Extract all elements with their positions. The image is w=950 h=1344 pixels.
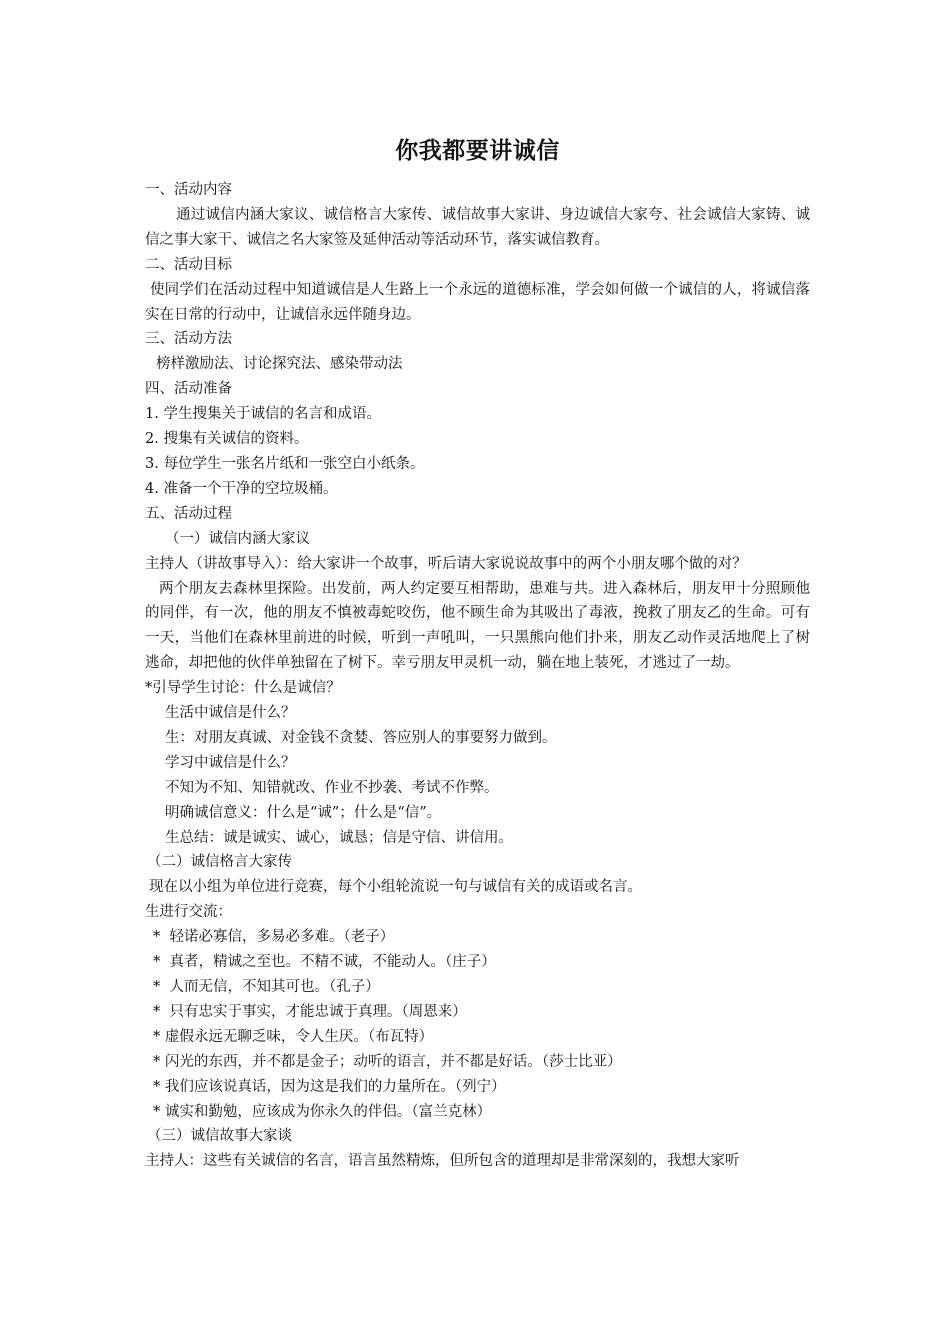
discussion-line: 学习中诚信是什么？: [165, 754, 296, 771]
discussion-line: 生：对朋友真诚、对金钱不贪婪、答应别人的事要努力做到。: [165, 729, 557, 746]
section-heading-goal: 二、活动目标: [145, 256, 232, 273]
section-body-goal: 使同学们在活动过程中知道诚信是人生路上一个永远的道德标准，学会如何做一个诚信的人，将诚信落实在日常的行动中，让诚信永远伴随身边。: [145, 281, 810, 323]
section-heading-process: 五、活动过程: [145, 505, 232, 522]
quote-item: * 只有忠实于事实，才能忠诚于真理。（周恩来）: [153, 1003, 467, 1020]
prep-item: 4. 准备一个干净的空垃圾桶。: [145, 480, 338, 497]
discussion-line: 明确诚信意义：什么是“诚”；什么是“信”。: [165, 804, 442, 821]
discussion-line: 不知为不知、知错就改、作业不抄袭、考试不作弊。: [165, 779, 499, 796]
quote-item: * 真者，精诚之至也。不精不诚，不能动人。（庄子）: [153, 954, 496, 971]
discussion-line: 生活中诚信是什么？: [165, 705, 296, 722]
section-heading-content: 一、活动内容: [145, 182, 232, 198]
section-heading-prep: 四、活动准备: [145, 381, 232, 398]
section-body-method: 榜样激励法、讨论探究法、感染带动法: [156, 356, 403, 373]
prep-item: 2. 搜集有关诚信的资料。: [145, 431, 309, 448]
document-page: [145, 128, 810, 1174]
quote-item: * 我们应该说真话，因为这是我们的力量所在。（列宁）: [153, 1078, 506, 1095]
story-paragraph: 两个朋友去森林里探险。出发前，两人约定要互相帮助，患难与共。进入森林后，朋友甲十分照顾他的同伴，有一次，他的朋友不慎被毒蛇咬伤，他不顾生命为其吸出了毒液，挽救了朋友乙的生命。可有一天，当他们在森林里前进的时候，听到一声吼叫，一只黑熊向他们扑来，朋友乙动作灵活地爬上了树逃命，却把他的伙伴单独留在了树下。幸亏朋友甲灵机一动，躺在地上装死，才逃过了一劫。: [145, 580, 810, 672]
host-intro: 主持人（讲故事导入）：给大家讲一个故事，听后请大家说说故事中的两个小朋友哪个做的对？: [145, 555, 747, 572]
prep-item: 1. 学生搜集关于诚信的名言和成语。: [145, 406, 381, 423]
quote-item: * 人而无信，不知其可也。（孔子）: [153, 979, 380, 995]
section-heading-method: 三、活动方法: [145, 331, 232, 348]
quote-item: * 诚实和勤勉，应该成为你永久的伴侣。（富兰克林）: [153, 1103, 492, 1120]
subsection-heading-2: （二）诚信格言大家传: [147, 854, 292, 871]
host-transition: 主持人：这些有关诚信的名言，语言虽然精炼，但所包含的道理却是非常深刻的，我想大家听: [145, 1153, 740, 1170]
document-title: 你我都要讲诚信: [395, 138, 560, 164]
subsection-heading-3: （三）诚信故事大家谈: [147, 1128, 292, 1145]
exchange-label: 生进行交流：: [145, 904, 232, 921]
discussion-line: 生总结：诚是诚实、诚心，诚恳；信是守信、讲信用。: [165, 829, 513, 846]
section-body-content: 通过诚信内涵大家议、诚信格言大家传、诚信故事大家讲、身边诚信大家夸、社会诚信大家铸、诚信之事大家干、诚信之名大家签及延伸活动等活动环节，落实诚信教育。: [145, 206, 810, 248]
quote-item: * 闪光的东西，并不都是金子；动听的语言，并不都是好话。（莎士比亚）: [153, 1053, 622, 1070]
quote-item: * 虚假永远无聊乏味，令人生厌。（布瓦特）: [153, 1028, 434, 1045]
competition-intro: 现在以小组为单位进行竞赛，每个小组轮流说一句与诚信有关的成语或名言。: [149, 879, 642, 896]
quote-item: * 轻诺必寡信，多易必多难。（老子）: [153, 929, 395, 946]
discussion-guide: *引导学生讨论：什么是诚信？: [145, 680, 341, 697]
prep-item: 3. 每位学生一张名片纸和一张空白小纸条。: [145, 455, 425, 472]
subsection-heading-1: （一）诚信内涵大家议: [165, 530, 310, 547]
